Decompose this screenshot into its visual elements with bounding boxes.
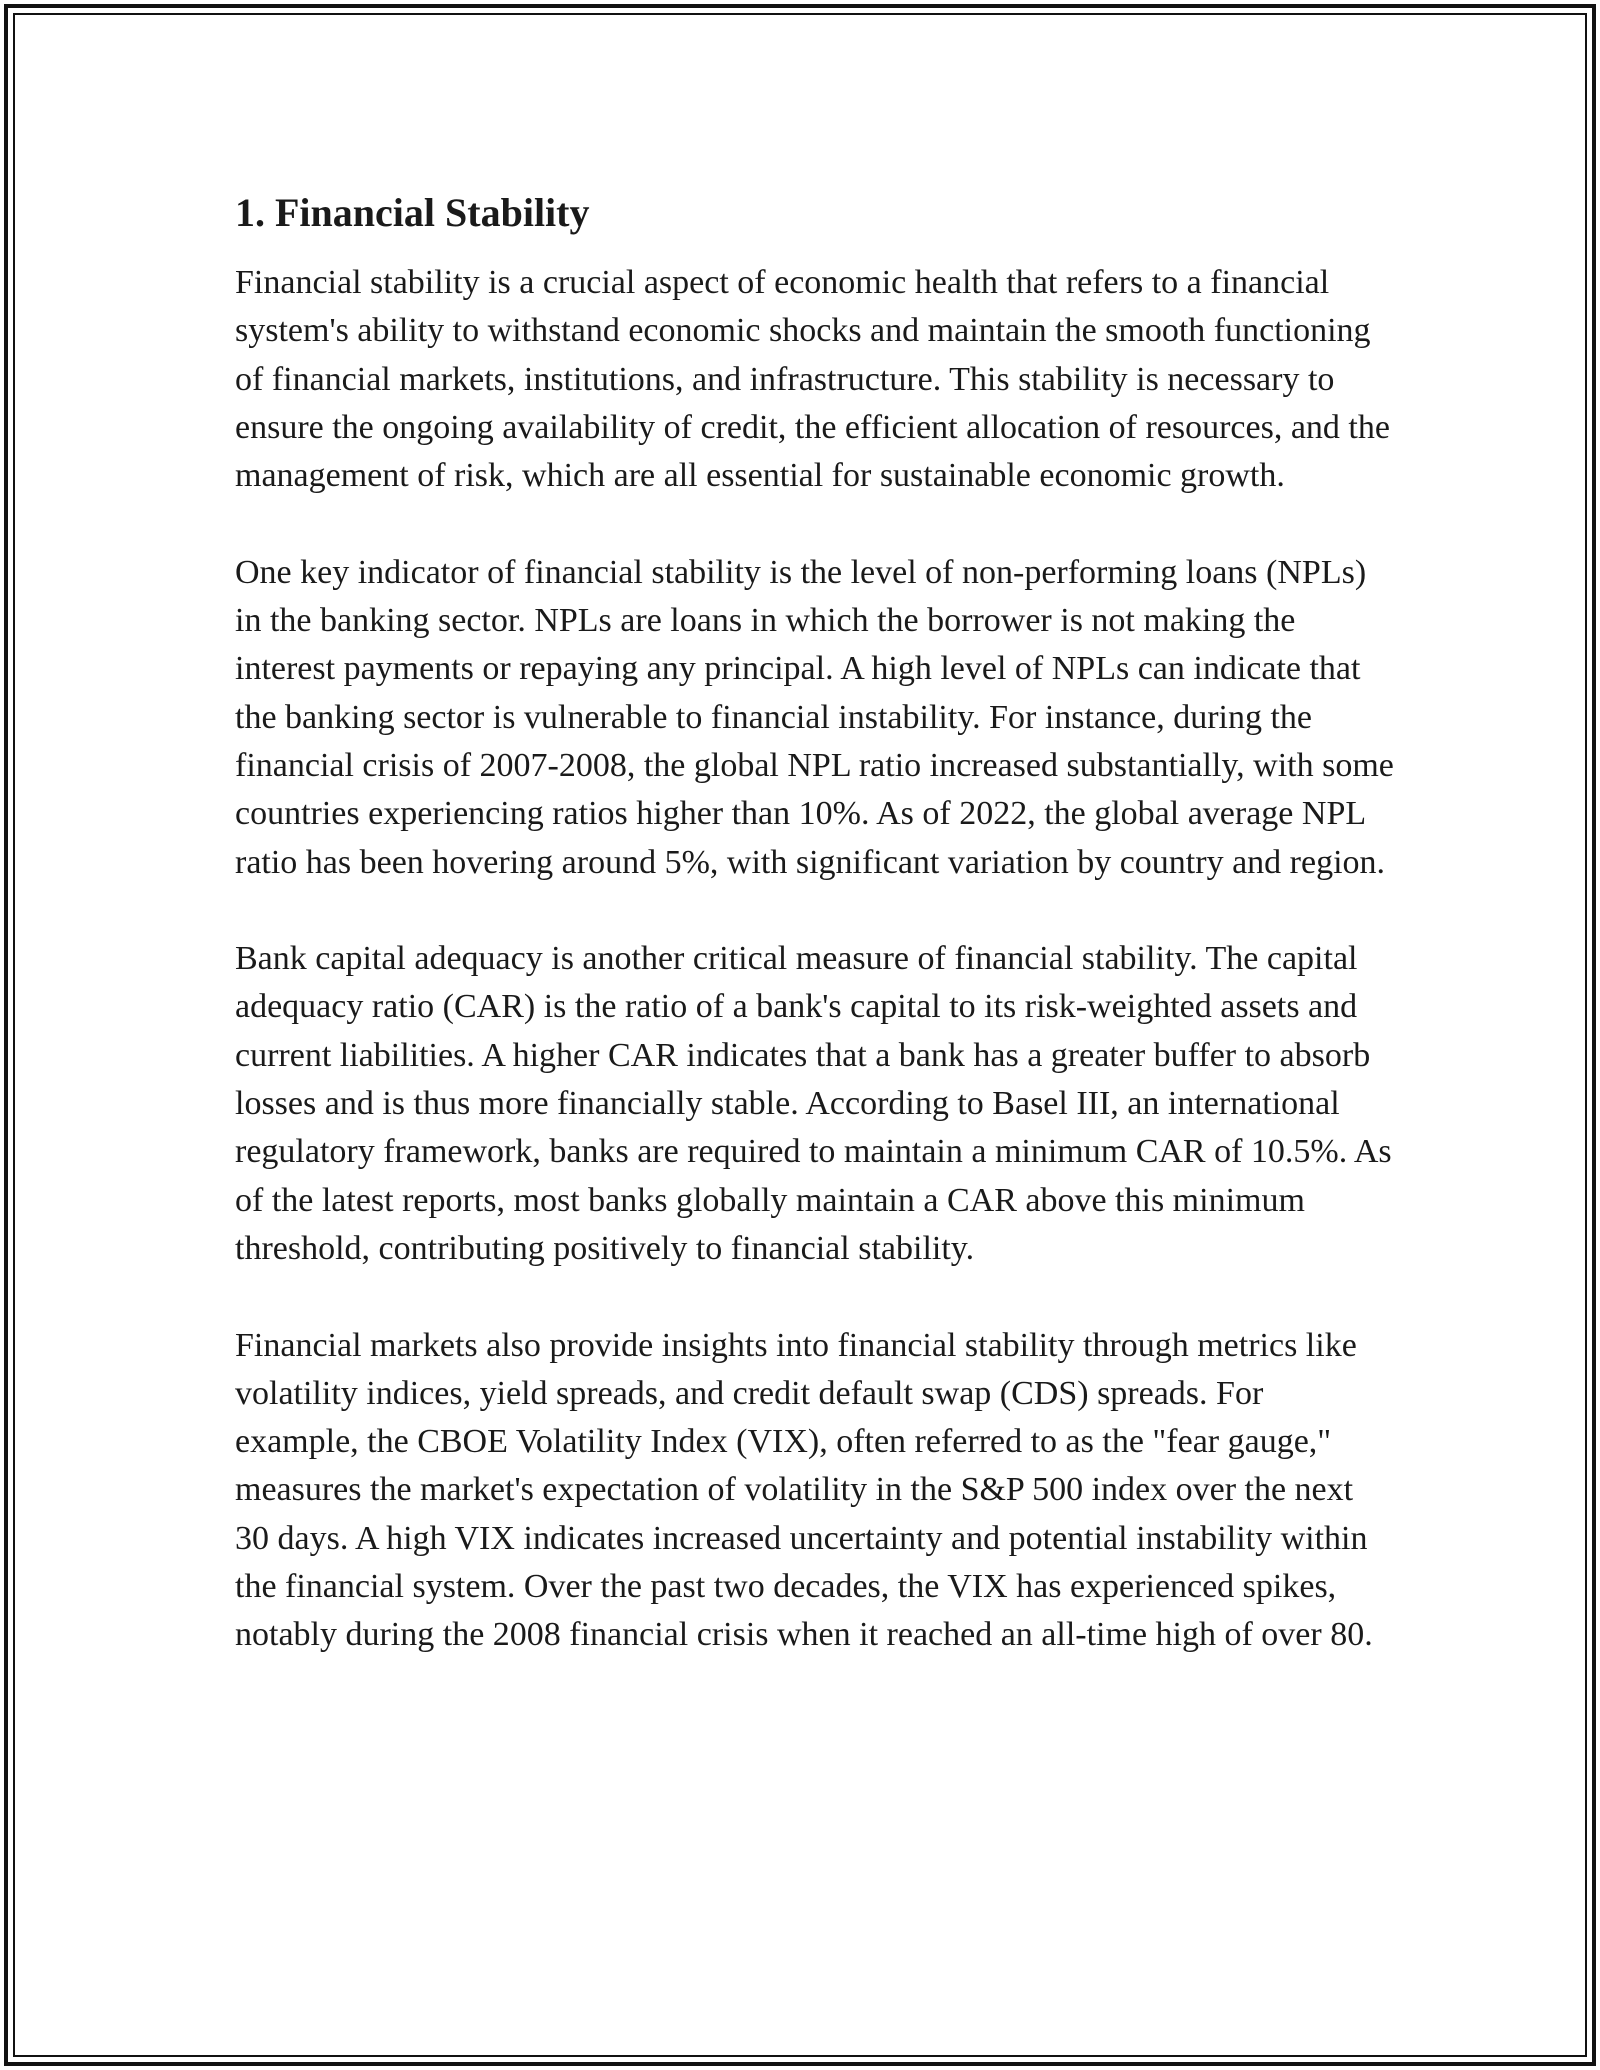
paragraph-npl: One key indicator of financial stability is the level of non-performing loans (NPLs) in the banking sector. NPLs are loans in which the borrower is not making the interest payments or repaying any principal. A high level of NPLs can indicate that the banking sector is vulnerable to financial instability. For instance, during the financial crisis of 2007-2008, the global NPL ratio increased substantially, with some countries experiencing ratios higher than 10%. As of 2022, the global average NPL ratio has been hovering around 5%, with significant variation by country and region. [235,553,1394,881]
document-body [235,185,1395,1708]
section-heading: 1. Financial Stability [235,190,590,235]
paragraph-financial-stability-intro: Financial stability is a crucial aspect of economic health that refers to a financial system's ability to withstand economic shocks and maintain the smooth functioning of financial markets, institutions, and infrastructure. This stability is necessary to ensure the ongoing availability of credit, the efficient allocation of resources, and the management of risk, which are all essential for sustainable economic growth. [235,264,1390,495]
paragraph-capital-adequacy: Bank capital adequacy is another critical measure of financial stability. The capital adequacy ratio (CAR) is the ratio of a bank's capital to its risk-weighted assets and current liabilities. A higher CAR indicates that a bank has a greater buffer to absorb losses and is thus more financially stable. According to Basel III, an international regulatory framework, banks are required to maintain a minimum CAR of 10.5%. As of the latest reports, most banks globally maintain a CAR above this minimum threshold, contributing positively to financial stability. [235,940,1392,1267]
paragraph-financial-markets: Financial markets also provide insights into financial stability through metrics like volatility indices, yield spreads, and credit default swap (CDS) spreads. For example, the CBOE Volatility Index (VIX), often referred to as the "fear gauge," measures the market's expectation of volatility in the S&P 500 index over the next 30 days. A high VIX indicates increased uncertainty and potential instability within the financial system. Over the past two decades, the VIX has experienced spikes, notably during the 2008 financial crisis when it reached an all-time high of over 80. [235,1326,1373,1654]
